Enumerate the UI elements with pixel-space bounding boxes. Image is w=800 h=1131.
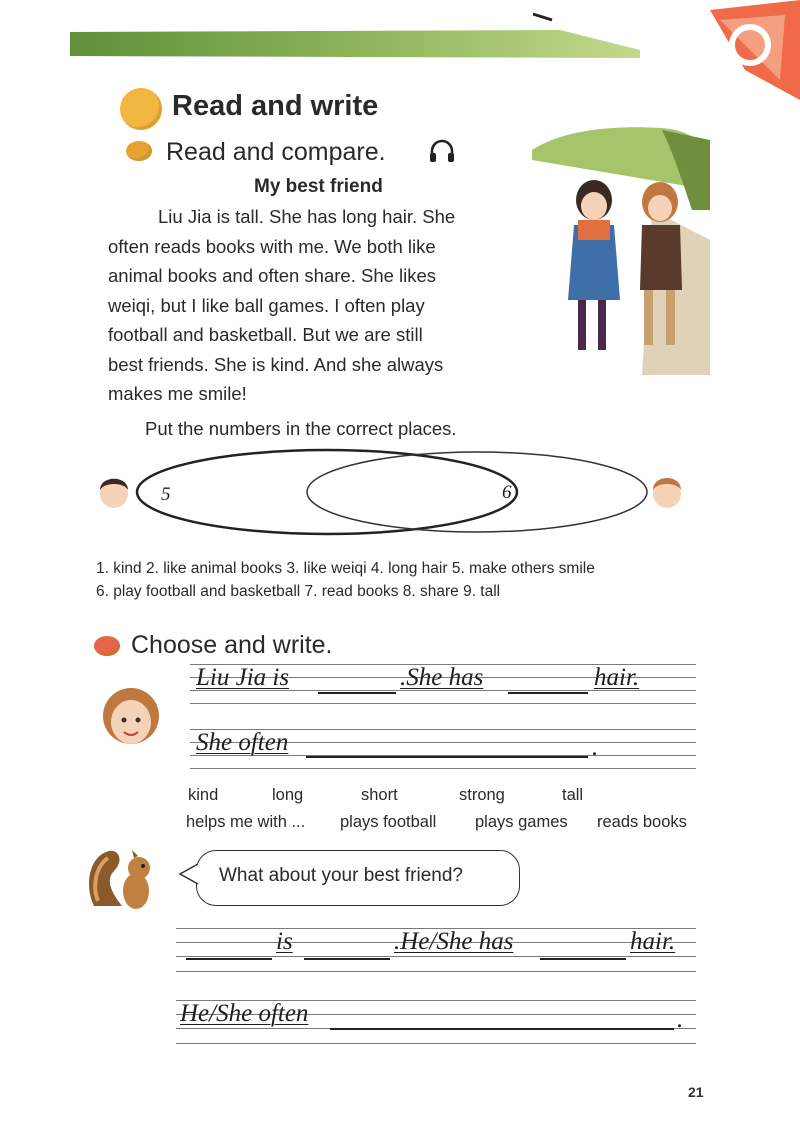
story-line: Liu Jia is tall. She has long hair. She [158, 206, 456, 227]
line2-blank[interactable] [306, 756, 588, 758]
word-tall: tall [562, 786, 584, 804]
story-line: animal books and often share. She likes [108, 265, 437, 286]
section-bullet-icon [120, 88, 162, 130]
corner-decoration-icon [690, 0, 800, 110]
two-girls-illustration [532, 120, 710, 375]
line2-text-1: She often [196, 729, 289, 756]
story-line: football and basketball. But we are still [108, 324, 423, 345]
word-long: long [272, 786, 304, 804]
line2-period: . [592, 734, 599, 761]
line1-blank-2[interactable] [508, 692, 588, 694]
venn-diagram [92, 440, 692, 540]
speech-bubble-text: What about your best friend? [219, 865, 463, 886]
line3-text-3: hair. [630, 928, 676, 955]
word-strong: strong [459, 786, 505, 804]
story-text [108, 202, 528, 409]
line3-blank-2[interactable] [304, 958, 390, 960]
choose-write-heading: Choose and write. [131, 631, 333, 659]
venn-right-answer[interactable]: 6 [502, 482, 512, 503]
options-row-1: 1. kind 2. like animal books 3. like weiqi 4. long hair 5. make others smile [96, 560, 595, 577]
line4-text-1: He/She often [180, 1000, 309, 1027]
line1-text-2: .She has [400, 664, 484, 691]
line3-blank-1[interactable] [186, 958, 272, 960]
word-helps-me-with: helps me with ... [186, 813, 306, 831]
line3-text-1: is [276, 928, 293, 955]
word-plays-games: plays games [475, 813, 568, 831]
header-banner [0, 0, 800, 80]
word-short: short [361, 786, 398, 804]
headphones-icon[interactable] [428, 138, 456, 164]
girl-face-icon [100, 686, 162, 752]
story-line: weiqi, but I like ball games. I often play [108, 294, 425, 316]
options-row-2: 6. play football and basketball 7. read books 8. share 9. tall [96, 583, 501, 600]
line4-blank[interactable] [330, 1028, 674, 1030]
line3-blank-3[interactable] [540, 958, 626, 960]
line3-text-2: .He/She has [394, 928, 514, 955]
word-reads-books: reads books [597, 813, 687, 831]
section-title: Read and write [172, 90, 379, 122]
story-line: often reads books with me. We both like [108, 235, 436, 257]
venn-instruction: Put the numbers in the correct places. [145, 418, 457, 439]
line1-text-3: hair. [594, 664, 640, 691]
squirrel-icon [84, 846, 160, 916]
line1-blank-1[interactable] [318, 692, 396, 694]
read-compare-heading: Read and compare. [166, 138, 386, 166]
story-title: My best friend [254, 176, 383, 197]
speech-bubble-tail [178, 862, 200, 886]
word-plays-football: plays football [340, 813, 437, 831]
line4-period: . [677, 1006, 684, 1033]
subsection-bullet-icon [126, 141, 152, 161]
story-line: best friends. She is kind. And she always [108, 353, 444, 375]
speech-bubble [196, 850, 520, 906]
venn-left-answer[interactable]: 5 [161, 484, 171, 505]
page-number: 21 [688, 1084, 704, 1100]
word-kind: kind [188, 786, 219, 804]
subsection-bullet-icon [94, 636, 120, 656]
line1-text-1: Liu Jia is [196, 664, 290, 691]
story-line: makes me smile! [108, 383, 247, 404]
